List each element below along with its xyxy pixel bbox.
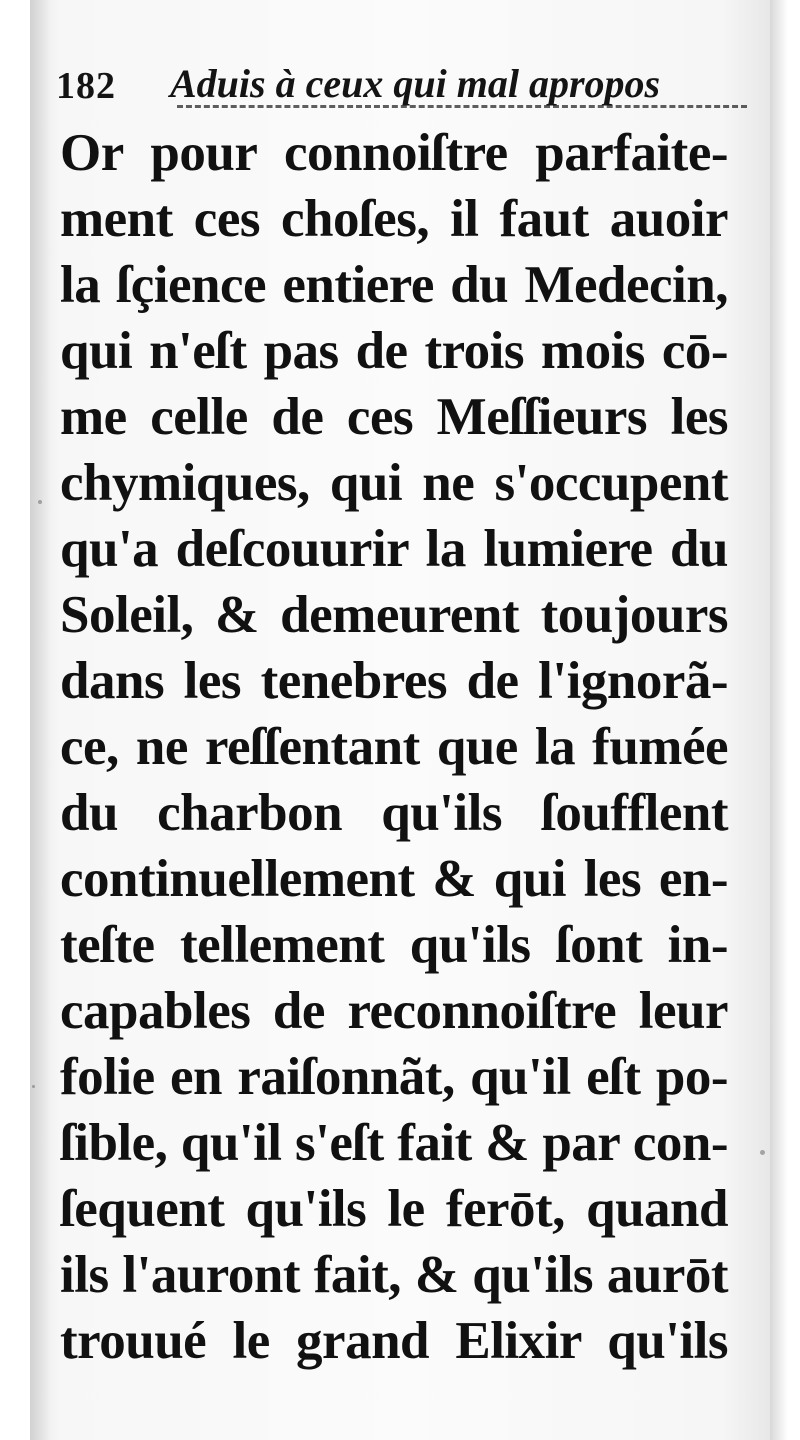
text-line: me celle de ces Meſſieurs les	[60, 388, 728, 446]
text-line: trouué le grand Elixir qu'ils	[60, 1312, 728, 1370]
ink-speck	[38, 500, 42, 504]
text-line: capables de reconnoiſtre leur	[60, 982, 728, 1040]
ink-speck	[760, 1150, 765, 1155]
page-header	[52, 52, 732, 108]
ink-speck	[32, 1085, 35, 1088]
gutter-shadow	[30, 0, 52, 1440]
text-line: dans les tenebres de l'ignorã-	[60, 652, 728, 710]
running-head: Aduis à ceux qui mal apropos	[170, 61, 661, 106]
text-line: qu'a deſcouurir la lumiere du	[60, 520, 728, 578]
text-line: ment ces choſes, il faut auoir	[60, 190, 728, 248]
page-number: 182	[56, 65, 116, 107]
text-line: continuellement & qui les en-	[60, 850, 728, 908]
body-text	[60, 120, 728, 1374]
text-line: ils l'auront fait, & qu'ils aurōt	[60, 1246, 728, 1304]
text-line: Or pour connoiſtre parfaite-	[60, 124, 728, 182]
text-line: folie en raiſonnãt, qu'il eſt po-	[60, 1048, 728, 1106]
text-line: la ſçience entiere du Medecin,	[60, 256, 728, 314]
text-line: qui n'eſt pas de trois mois cō-	[60, 322, 728, 380]
text-line: chymiques, qui ne s'occupent	[60, 454, 728, 512]
text-line: ſequent qu'ils le ferōt, quand	[60, 1180, 728, 1238]
text-line: teſte tellement qu'ils ſont in-	[60, 916, 728, 974]
text-line: Soleil, & demeurent toujours	[60, 586, 728, 644]
page-edge	[770, 0, 800, 1440]
text-line: du charbon qu'ils ſoufflent	[60, 784, 728, 842]
text-line: ce, ne reſſentant que la fumée	[60, 718, 728, 776]
text-line: ſible, qu'il s'eſt fait & par con-	[60, 1114, 728, 1172]
